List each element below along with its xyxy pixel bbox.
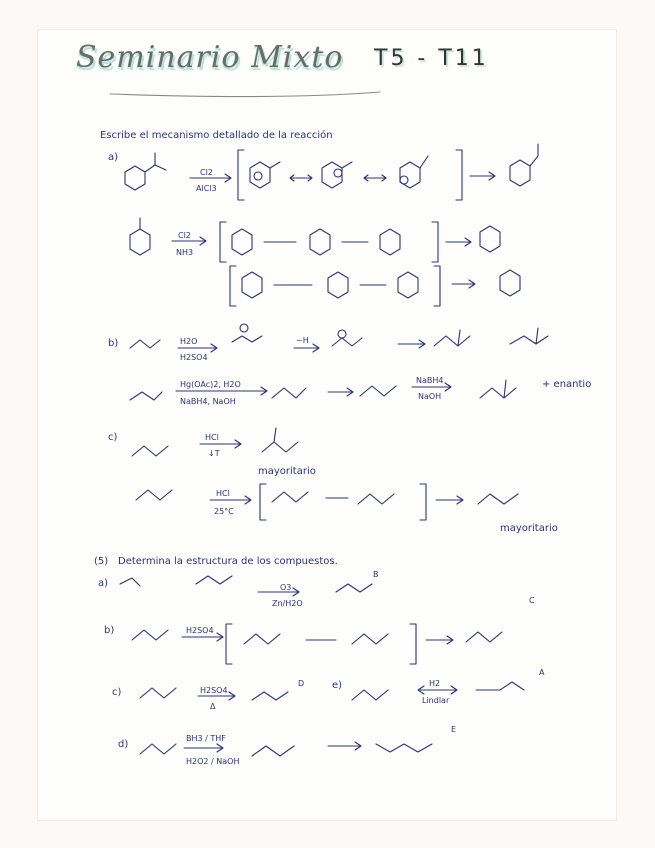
reaction-arrow-c1: [200, 440, 241, 448]
product-a2-ortho: [446, 226, 500, 252]
q2-a-label: a): [98, 578, 109, 589]
product-a2-para: [452, 270, 520, 296]
q1-c2-reagent-top: HCl: [216, 489, 230, 498]
reaction-arrow-c2: [210, 496, 251, 504]
arrow-b2-3: [412, 383, 451, 391]
q2-e-label: e): [332, 680, 343, 691]
title-topic: T5 - T11: [374, 46, 489, 71]
q2-e-scheme: [352, 682, 524, 700]
q2-prompt: Determina la estructura de los compuestos.: [118, 556, 338, 567]
q1-b2-reagent-top: Hg(OAc)2, H2O: [180, 380, 241, 389]
q1-c2-product: mayoritario: [500, 523, 558, 534]
q2-e-reagent-top: H2: [429, 679, 441, 688]
resonance-arrow-a1-2: [364, 175, 386, 181]
q1-a-reagent-bottom: AlCl3: [196, 184, 217, 193]
q2-c-reagent-bottom: Δ: [210, 702, 216, 711]
q2-c-label: c): [112, 687, 122, 698]
q1-b-reagent-top: H2O: [180, 337, 198, 346]
q1-a-reagent-top: Cl2: [200, 168, 213, 177]
aniline-structure: [130, 218, 150, 255]
alkene-b2: [130, 392, 162, 400]
q2-c-scheme: [140, 688, 288, 700]
q1-b-hydride-shift: ~H: [296, 336, 309, 345]
sigma-complex-brackets-a1: [238, 150, 462, 200]
q2-a-tag: B: [373, 570, 379, 579]
product-c2: [436, 494, 518, 504]
q1-c-label: c): [108, 432, 118, 443]
mercurinium-b2: [272, 388, 306, 398]
q2-e-reagent-bottom: Lindlar: [422, 696, 450, 705]
q1-c1-reagent-top: HCl: [205, 433, 219, 442]
q2-a-reagent-bottom: Zn/H2O: [272, 599, 303, 608]
carbocation-b1-2: [332, 330, 362, 346]
q1-a2-reagent-bottom: NH3: [176, 248, 194, 257]
reaction-arrow-a1: [190, 174, 231, 182]
q2-c-reagent-top: H2SO4: [200, 686, 228, 695]
diene-c1: [132, 446, 168, 456]
reaction-arrow-b1: [178, 344, 217, 352]
q1-b2-enantio: + enantio: [542, 379, 592, 390]
alkene-b1: [130, 340, 160, 348]
q2-d-reagent-top: BH3 / THF: [186, 734, 226, 743]
q2-number: (5): [94, 556, 109, 567]
product-arrow-a1: [470, 172, 495, 180]
resonance-structure-a1-1: [250, 162, 280, 188]
diene-c2: [136, 490, 172, 500]
q2-a-reagent-top: O3: [280, 583, 292, 592]
q2-b-reagent: H2SO4: [186, 626, 214, 635]
resonance-structures-a2: [232, 229, 400, 255]
title-handwritten: Seminario Mixto: [76, 40, 344, 75]
arrow-b2-2: [328, 388, 353, 396]
q1-c2-reagent-bottom: 25°C: [214, 507, 234, 516]
q2-d-tag: E: [451, 725, 457, 734]
carbocation-b1: [232, 324, 262, 342]
alcohol-products-b1: [398, 328, 548, 348]
q1-b-label: b): [108, 338, 119, 349]
q1-a2-reagent-top: Cl2: [178, 231, 191, 240]
q2-e-tag: A: [539, 668, 545, 677]
allyl-cation-brackets-c2: [260, 484, 426, 520]
resonance-structure-a1-3: [400, 156, 428, 188]
q2-d-label: d): [118, 739, 129, 750]
q2-d-scheme: [140, 742, 432, 756]
q2-b-label: b): [104, 625, 115, 636]
q2-d-reagent-bottom: H2O2 / NaOH: [186, 757, 240, 766]
resonance-arrow-a1-1: [290, 175, 312, 181]
resonance-structure-a1-2: [322, 162, 352, 188]
q1-prompt: Escribe el mecanismo detallado de la reacción: [100, 130, 333, 141]
q1-b2-step-top: NaBH4: [416, 376, 444, 385]
q1-c1-product: mayoritario: [258, 466, 316, 477]
q1-b2-reagent-bottom: NaBH4, NaOH: [180, 397, 236, 406]
q2-b-tag: C: [529, 596, 535, 605]
product-a1-chlorobenzaldehyde: [510, 144, 538, 186]
alcohol-product-b2: [480, 380, 516, 398]
organomercury-b2: [360, 386, 396, 396]
reaction-arrow-a2: [172, 237, 206, 245]
product-c1: [262, 428, 298, 452]
q2-a-carbonyls: [120, 576, 372, 596]
title-underline: [110, 92, 380, 97]
hydride-shift-arrow: [294, 344, 319, 352]
q1-b2-step-bottom: NaOH: [418, 392, 442, 401]
sigma-complex-brackets-a2: [220, 222, 438, 262]
q2-b-scheme: [132, 624, 502, 664]
q1-b-reagent-bottom: H2SO4: [180, 353, 208, 362]
q1-c1-reagent-bottom: ↓T: [208, 449, 220, 458]
reaction-arrow-b2: [176, 387, 267, 395]
benzaldehyde-structure: [125, 153, 166, 190]
q2-c-tag: D: [298, 679, 305, 688]
q1-a-label: a): [108, 152, 119, 163]
sigma-complex-brackets-a2-para: [230, 266, 440, 306]
